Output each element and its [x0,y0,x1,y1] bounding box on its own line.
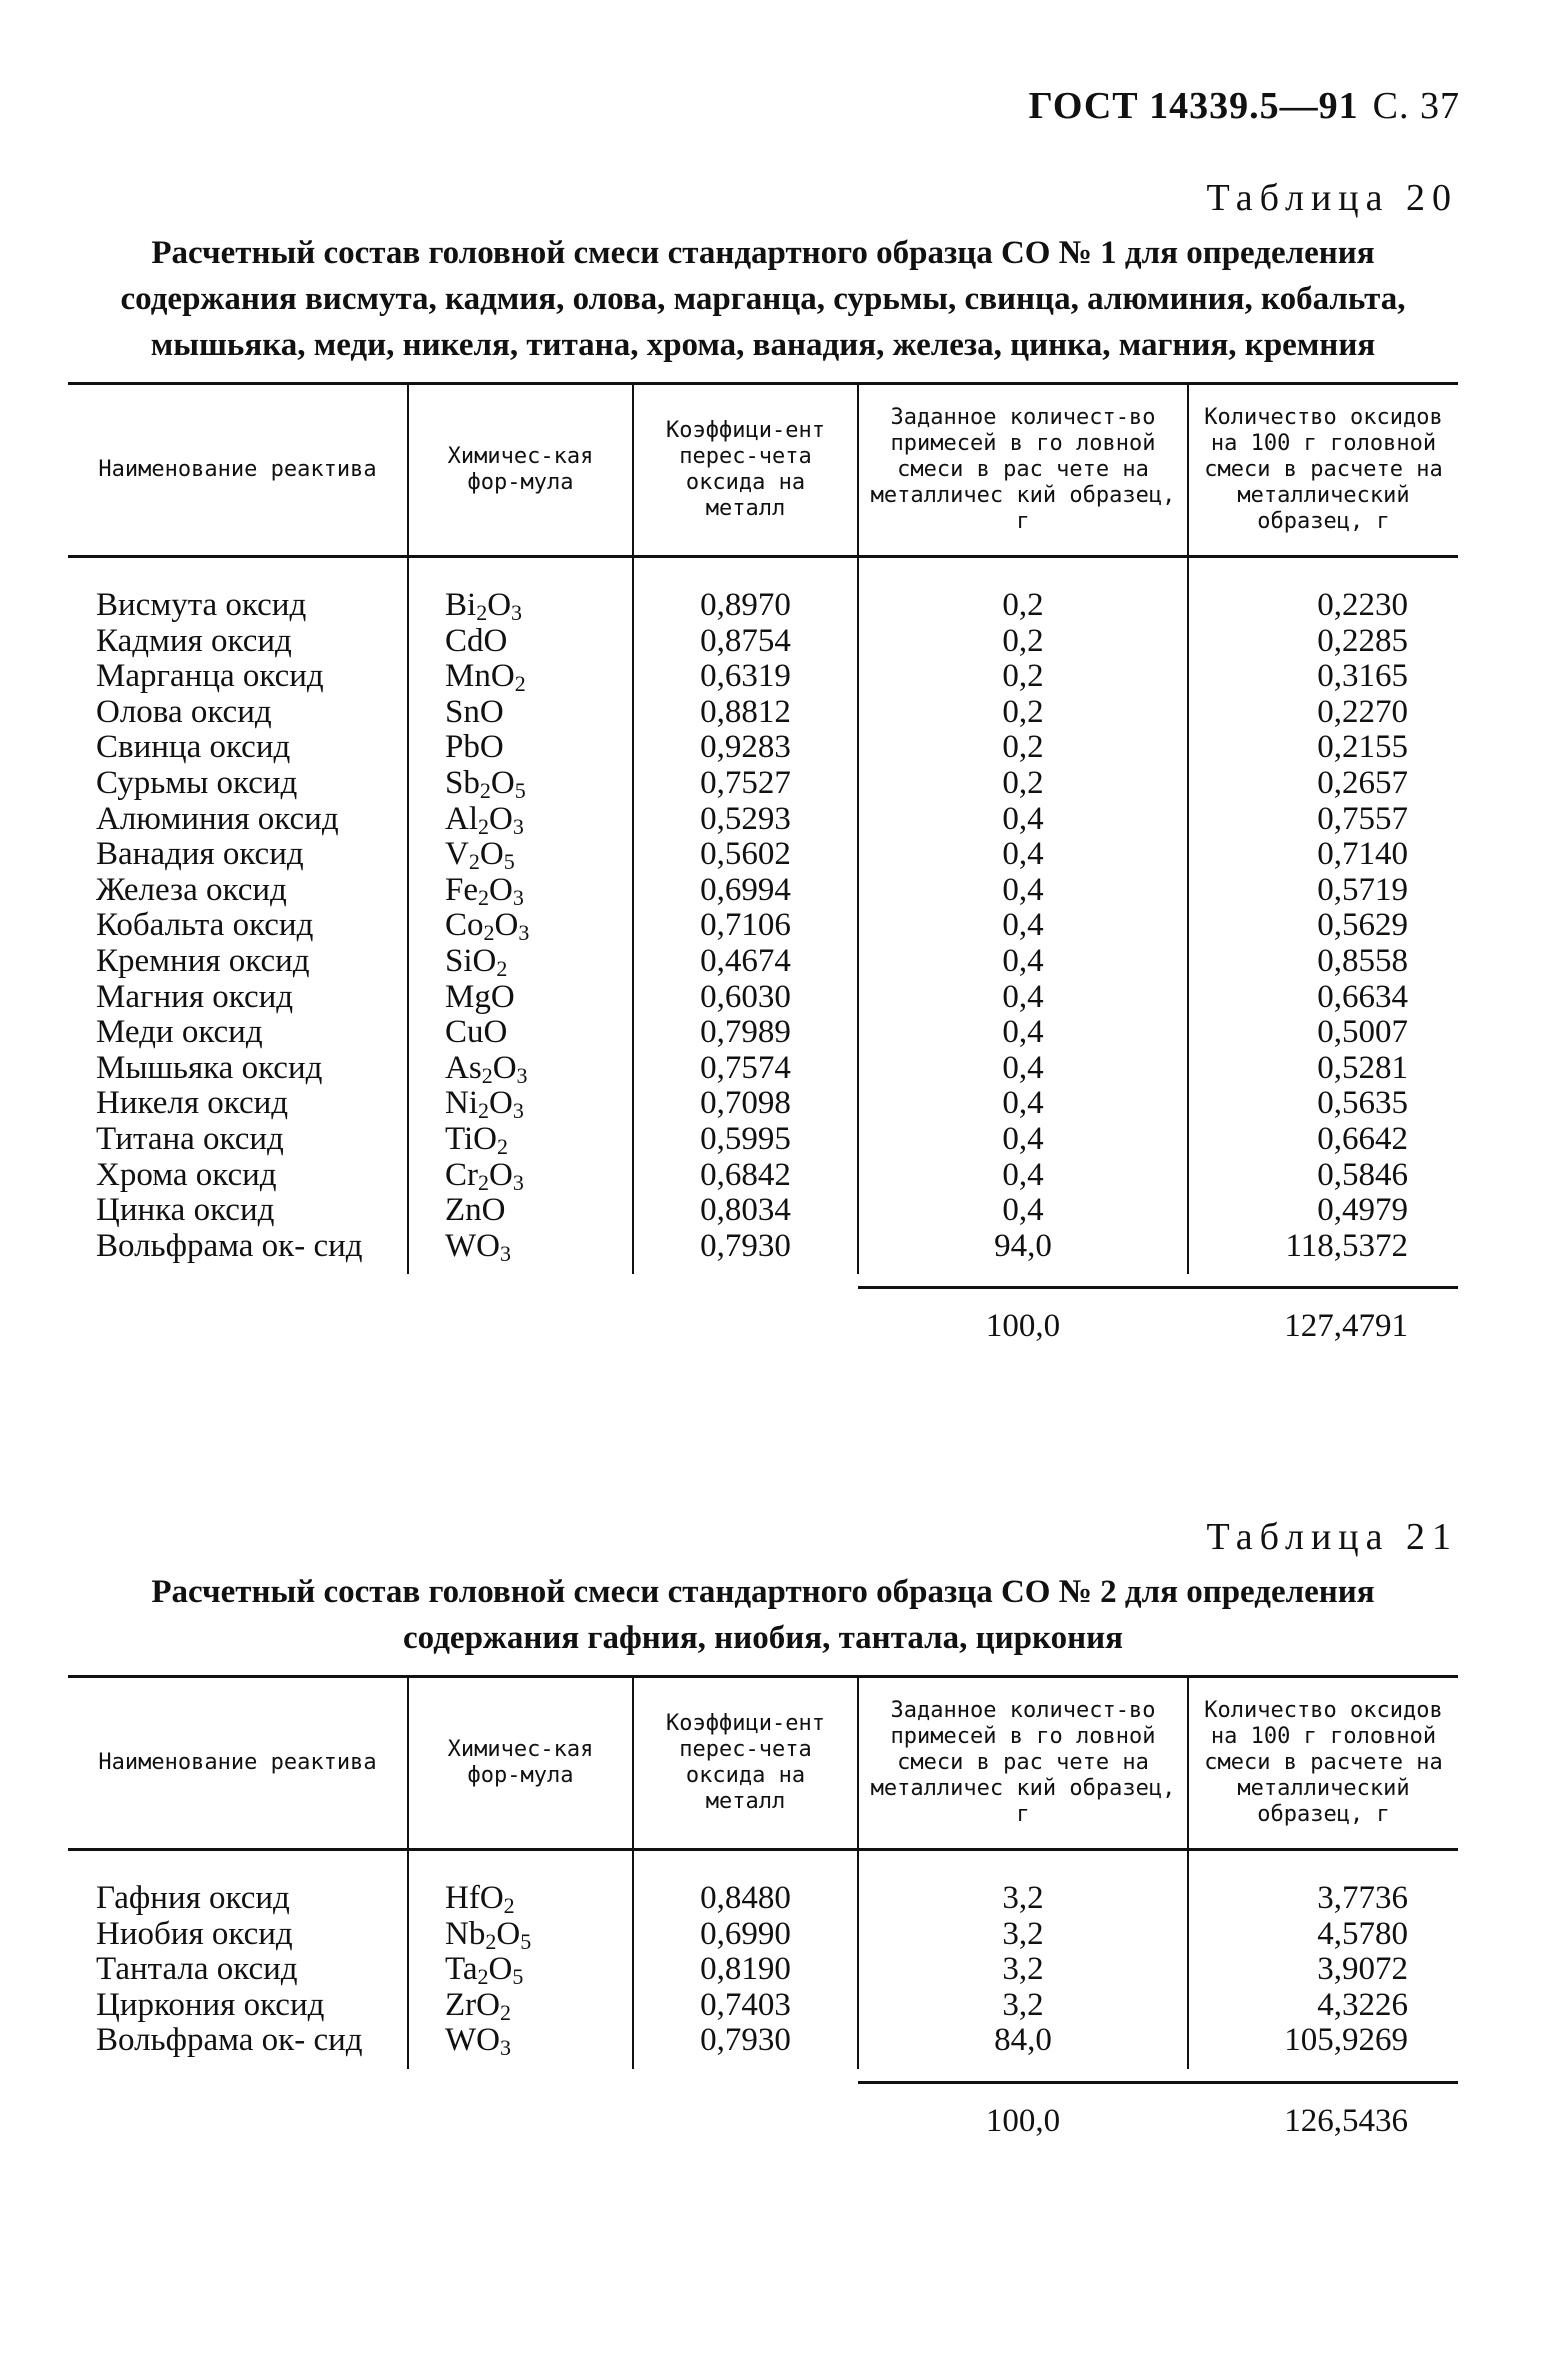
table-row [68,908,1458,944]
given-amount: 3,2 [858,1850,1188,1917]
column-header-conversion-coefficient: Коэффици-ент перес-чета оксида на металл [633,384,858,557]
formula-part: O [494,907,519,944]
chemical-formula [408,2023,633,2069]
page-number: С. 37 [1372,85,1460,127]
formula-part: O [479,836,504,873]
given-amount: 0,4 [858,1051,1188,1087]
oxide-amount: 0,5281 [1188,1051,1458,1087]
formula-part: MgO [445,978,515,1015]
table-row [68,624,1458,660]
conversion-coefficient: 0,7106 [633,908,858,944]
conversion-coefficient: 0,6030 [633,980,858,1016]
given-amount: 0,2 [858,730,1188,766]
oxide-amount: 0,2155 [1188,730,1458,766]
table-row [68,766,1458,802]
formula-subscript: 2 [499,1999,511,2025]
conversion-coefficient: 0,7930 [633,2023,858,2069]
formula-subscript: 2 [479,777,491,803]
formula-part: PbO [445,729,504,766]
chemical-formula [408,837,633,873]
table-body [68,557,1458,1275]
formula-part: O [489,1085,513,1122]
chemical-formula [408,873,633,909]
given-amount: 0,4 [858,1086,1188,1122]
table-21-block [68,1515,1458,2161]
formula-subscript: 3 [511,600,523,625]
conversion-coefficient: 0,9283 [633,730,858,766]
given-amount: 0,4 [858,873,1188,909]
chemical-formula [408,695,633,731]
reagent-name: Гафния оксид [96,1880,290,1916]
data-table [68,382,1458,1274]
table-row [68,1051,1458,1087]
formula-part: Ni [445,1085,478,1122]
oxide-amount: 0,5635 [1188,1086,1458,1122]
conversion-coefficient: 0,8970 [633,557,858,624]
page-header [1029,84,1460,128]
formula-part: ZrO [445,1986,500,2023]
formula-subscript: 5 [512,1964,524,1990]
oxide-amount: 0,7140 [1188,837,1458,873]
formula-part: O [488,1951,513,1988]
table-row [68,873,1458,909]
formula-part: O [492,1049,517,1086]
chemical-formula [408,624,633,660]
formula-part: As [445,1049,482,1086]
formula-part: O [496,1915,521,1952]
formula-part: O [489,871,513,908]
table-row [68,2023,1458,2069]
conversion-coefficient: 0,7527 [633,766,858,802]
table-row [68,1952,1458,1988]
formula-subscript: 2 [477,1964,489,1990]
totals-row [68,1286,1458,1366]
conversion-coefficient: 0,5293 [633,802,858,838]
conversion-coefficient: 0,8190 [633,1952,858,1988]
chemical-formula [408,1015,633,1051]
table-row [68,1158,1458,1194]
chemical-formula [408,1917,633,1953]
formula-subscript: 2 [485,1928,497,1954]
column-header-given-amount: Заданное количест-во примесей в го ловной смеси в рас чете на металличес кий образец, г [858,1677,1188,1850]
conversion-coefficient: 0,6319 [633,659,858,695]
oxide-amount: 0,2657 [1188,766,1458,802]
oxide-amount: 0,5007 [1188,1015,1458,1051]
reagent-name: Висмута оксид [96,587,307,623]
conversion-coefficient: 0,8480 [633,1850,858,1917]
given-amount: 0,2 [858,624,1188,660]
conversion-coefficient: 0,7989 [633,1015,858,1051]
table-row [68,1229,1458,1275]
column-header-formula: Химичес-кая фор-мула [408,384,633,557]
table-label: Таблица 21 [1206,1516,1458,1558]
oxide-amount: 0,5846 [1188,1158,1458,1194]
formula-part: O [487,587,512,623]
table-title: Расчетный состав головной смеси стандартного образца СО № 1 для определения содержания висмута, кадмия, олова, марганца, сурьмы, свинца, алюминия, кобальта, мышьяка, меди, никеля, титана, хрома, ванадия, железа, цинка, магния, кремния [120,235,1406,363]
given-amount: 0,4 [858,1158,1188,1194]
reagent-name: Вольфрама ок- сид [96,1227,363,1264]
reagent-name: Титана оксид [96,1120,284,1157]
totals-row [68,2081,1458,2161]
formula-part: SnO [445,693,504,730]
formula-subscript: 2 [497,1133,508,1159]
oxide-amount: 0,2285 [1188,624,1458,660]
table-row [68,659,1458,695]
chemical-formula [408,1193,633,1229]
reagent-name: Кремния оксид [96,942,310,979]
formula-part: HfO [445,1880,504,1916]
chemical-formula [408,802,633,838]
total-given-amount: 100,0 [985,2102,1061,2139]
standard-number: ГОСТ 14339.5—91 [1028,85,1359,127]
reagent-name: Ванадия оксид [96,836,304,873]
given-amount: 3,2 [858,1917,1188,1953]
table-row [68,1193,1458,1229]
oxide-amount: 0,7557 [1188,802,1458,838]
total-oxide-amount: 127,4791 [1284,1308,1408,1345]
oxide-amount: 4,5780 [1188,1917,1458,1953]
formula-part: Cr [445,1156,478,1193]
formula-subscript: 3 [512,1169,524,1195]
formula-subscript: 2 [483,920,495,946]
data-table [68,1675,1458,2069]
table-row [68,557,1458,624]
formula-subscript: 2 [478,884,489,910]
formula-part: O [489,1156,513,1193]
oxide-amount: 0,2270 [1188,695,1458,731]
reagent-name: Цинка оксид [96,1192,275,1229]
reagent-name: Хрома оксид [96,1156,277,1193]
reagent-name: Ниобия оксид [96,1915,293,1952]
conversion-coefficient: 0,7574 [633,1051,858,1087]
conversion-coefficient: 0,7930 [633,1229,858,1275]
given-amount: 0,4 [858,1122,1188,1158]
chemical-formula [408,944,633,980]
formula-part: Bi [445,587,477,623]
conversion-coefficient: 0,6842 [633,1158,858,1194]
table-row [68,980,1458,1016]
given-amount: 0,2 [858,659,1188,695]
column-header-reagent-name: Наименование реактива [68,384,408,557]
formula-part: ZnO [445,1192,506,1229]
conversion-coefficient: 0,5995 [633,1122,858,1158]
formula-part: Sb [445,764,480,801]
chemical-formula [408,1086,633,1122]
oxide-amount: 4,3226 [1188,1988,1458,2024]
conversion-coefficient: 0,6990 [633,1917,858,1953]
given-amount: 0,4 [858,1193,1188,1229]
given-amount: 0,2 [858,557,1188,624]
formula-part: O [489,800,513,837]
given-amount: 94,0 [858,1229,1188,1275]
table-body [68,1850,1458,2069]
column-header-conversion-coefficient: Коэффици-ент перес-чета оксида на металл [633,1677,858,1850]
chemical-formula [408,980,633,1016]
reagent-name: Олова оксид [96,693,272,730]
oxide-amount: 0,3165 [1188,659,1458,695]
reagent-name: Никеля оксид [96,1085,289,1122]
formula-part: Co [445,907,484,944]
chemical-formula [408,1988,633,2024]
table-row [68,837,1458,873]
chemical-formula [408,1952,633,1988]
formula-part: SiO [445,942,497,979]
reagent-name: Сурьмы оксид [96,764,298,801]
formula-part: Fe [445,871,478,908]
formula-subscript: 3 [512,813,524,839]
reagent-name: Свинца оксид [96,729,291,766]
conversion-coefficient: 0,8754 [633,624,858,660]
given-amount: 84,0 [858,2023,1188,2069]
formula-subscript: 2 [476,600,488,625]
given-amount: 0,4 [858,837,1188,873]
reagent-name: Марганца оксид [96,658,324,695]
formula-subscript: 2 [478,813,489,839]
chemical-formula [408,659,633,695]
formula-subscript: 3 [512,1098,524,1124]
formula-part: Nb [445,1915,486,1952]
reagent-name: Вольфрама ок- сид [96,2022,363,2059]
oxide-amount: 0,5629 [1188,908,1458,944]
oxide-amount: 0,6634 [1188,980,1458,1016]
chemical-formula [408,730,633,766]
table-20-block [68,176,1458,1366]
oxide-amount: 0,8558 [1188,944,1458,980]
given-amount: 3,2 [858,1988,1188,2024]
table-row [68,1988,1458,2024]
chemical-formula [408,1158,633,1194]
table-title: Расчетный состав головной смеси стандартного образца СО № 2 для определения содержания гафния, ниобия, тантала, циркония [151,1574,1375,1656]
formula-part: Al [445,800,478,837]
table-row [68,802,1458,838]
formula-subscript: 5 [514,777,526,803]
formula-part: Ta [445,1951,478,1988]
given-amount: 3,2 [858,1952,1188,1988]
conversion-coefficient: 0,5602 [633,837,858,873]
reagent-name: Циркония оксид [96,1986,325,2023]
given-amount: 0,4 [858,802,1188,838]
table-row [68,1850,1458,1917]
conversion-coefficient: 0,7098 [633,1086,858,1122]
given-amount: 0,4 [858,1015,1188,1051]
oxide-amount: 0,4979 [1188,1193,1458,1229]
formula-subscript: 2 [478,1098,489,1124]
oxide-amount: 0,6642 [1188,1122,1458,1158]
reagent-name: Кадмия оксид [96,622,292,659]
formula-subscript: 5 [520,1928,532,1954]
formula-subscript: 3 [499,2035,511,2061]
formula-subscript: 2 [514,671,526,697]
given-amount: 0,2 [858,695,1188,731]
formula-part: WO [445,1227,500,1264]
oxide-amount: 3,9072 [1188,1952,1458,1988]
formula-subscript: 2 [496,955,508,981]
reagent-name: Тантала оксид [96,1951,298,1988]
formula-part: WO [445,2022,500,2059]
table-row [68,730,1458,766]
reagent-name: Железа оксид [96,871,287,908]
reagent-name: Магния оксид [96,978,294,1015]
given-amount: 0,4 [858,908,1188,944]
conversion-coefficient: 0,8812 [633,695,858,731]
chemical-formula [408,1122,633,1158]
table-row [68,1122,1458,1158]
formula-subscript: 2 [478,1169,489,1195]
formula-subscript: 3 [512,884,524,910]
given-amount: 0,4 [858,980,1188,1016]
column-header-given-amount: Заданное количест-во примесей в го ловной смеси в рас чете на металличес кий образец, г [858,384,1188,557]
formula-part: MnO [445,658,515,695]
table-label: Таблица 20 [1206,177,1458,219]
oxide-amount: 118,5372 [1188,1229,1458,1275]
conversion-coefficient: 0,7403 [633,1988,858,2024]
conversion-coefficient: 0,8034 [633,1193,858,1229]
formula-part: TiO [445,1120,497,1157]
formula-subscript: 2 [503,1893,515,1918]
table-row [68,1917,1458,1953]
column-header-oxide-amount: Количество оксидов на 100 г головной смеси в расчете на металлический образец, г [1188,1677,1458,1850]
column-header-formula: Химичес-кая фор-мула [408,1677,633,1850]
formula-part: CuO [445,1014,508,1051]
table-row [68,695,1458,731]
formula-subscript: 5 [503,849,515,875]
chemical-formula [408,1850,633,1917]
chemical-formula [408,557,633,624]
reagent-name: Меди оксид [96,1014,263,1051]
totals-divider [858,2081,1458,2084]
formula-subscript: 3 [516,1062,528,1088]
totals-divider [858,1286,1458,1289]
column-header-reagent-name: Наименование реактива [68,1677,408,1850]
formula-subscript: 2 [468,849,480,875]
formula-subscript: 3 [499,1240,511,1266]
chemical-formula [408,908,633,944]
formula-subscript: 2 [481,1062,493,1088]
reagent-name: Мышьяка оксид [96,1049,323,1086]
oxide-amount: 105,9269 [1188,2023,1458,2069]
oxide-amount: 3,7736 [1188,1850,1458,1917]
reagent-name: Алюминия оксид [96,800,339,837]
chemical-formula [408,1229,633,1275]
total-given-amount: 100,0 [985,1308,1061,1345]
chemical-formula [408,766,633,802]
conversion-coefficient: 0,6994 [633,873,858,909]
formula-subscript: 3 [518,920,530,946]
oxide-amount: 0,2230 [1188,557,1458,624]
chemical-formula [408,1051,633,1087]
formula-part: O [490,764,515,801]
table-row [68,944,1458,980]
formula-part: V [445,836,469,873]
given-amount: 0,2 [858,766,1188,802]
table-row [68,1086,1458,1122]
column-header-oxide-amount: Количество оксидов на 100 г головной смеси в расчете на металлический образец, г [1188,384,1458,557]
table-row [68,1015,1458,1051]
given-amount: 0,4 [858,944,1188,980]
formula-part: CdO [445,622,508,659]
reagent-name: Кобальта оксид [96,907,314,944]
oxide-amount: 0,5719 [1188,873,1458,909]
total-oxide-amount: 126,5436 [1284,2102,1408,2139]
conversion-coefficient: 0,4674 [633,944,858,980]
